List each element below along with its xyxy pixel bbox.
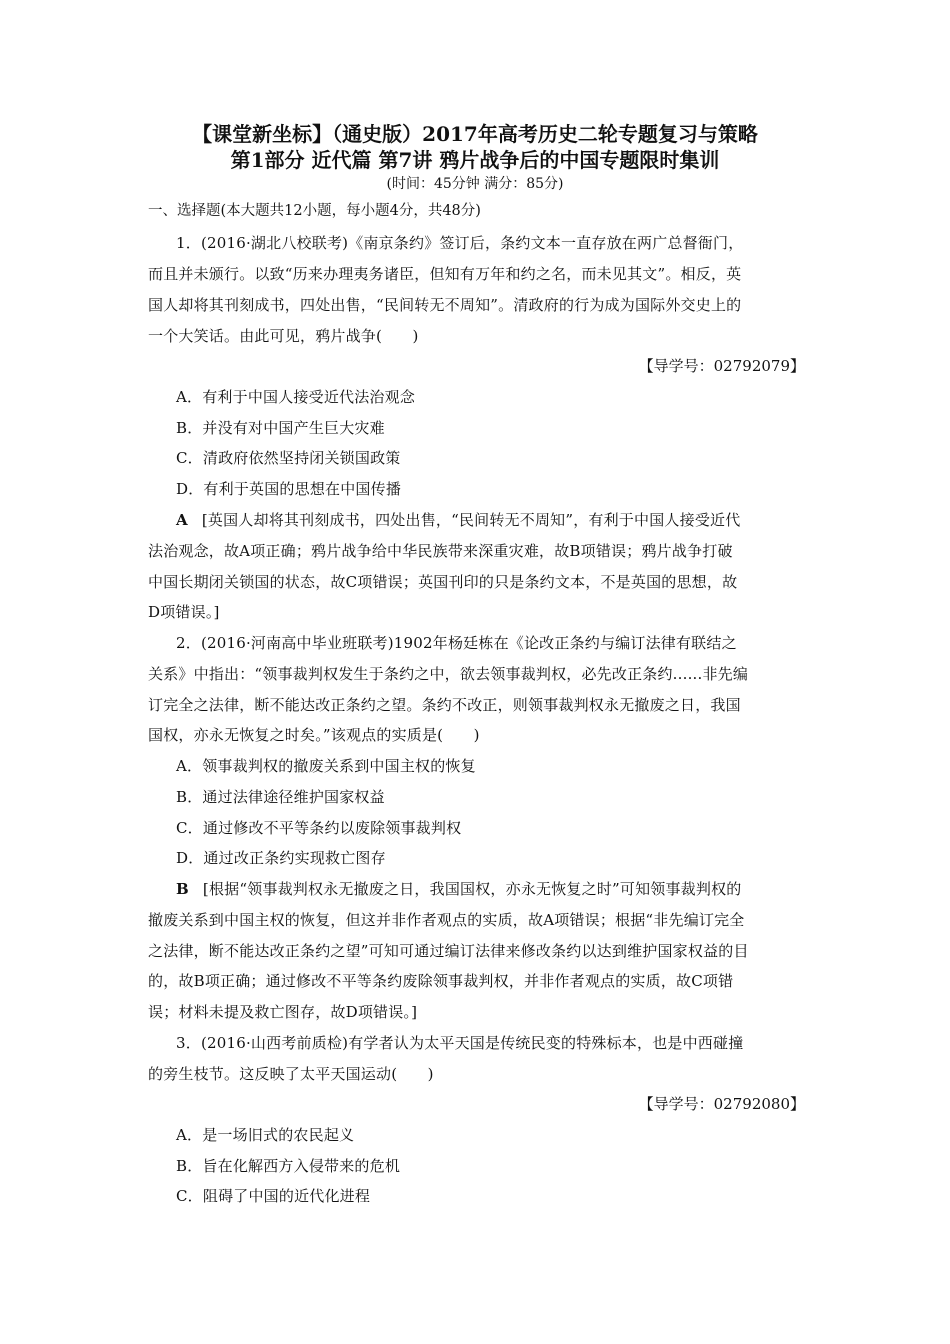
question-1-option-d: D．有利于英国的思想在中国传播 bbox=[176, 480, 402, 498]
question-1-explanation-line: D项错误。] bbox=[148, 603, 220, 621]
question-3-option-c: C．阻碍了中国的近代化进程 bbox=[176, 1187, 371, 1205]
question-1-stem-line: 1．(2016·湖北八校联考)《南京条约》签订后，条约文本一直存放在两广总督衙门， bbox=[176, 234, 744, 252]
question-2-stem-line: 订完全之法律，断不能达改正条约之望。条约不改正，则领事裁判权永无撤废之日，我国 bbox=[148, 696, 741, 714]
document-title-line-1: 【课堂新坐标】（通史版）2017年高考历史二轮专题复习与策略 bbox=[192, 122, 758, 146]
section-heading: 一、选择题(本大题共12小题，每小题4分，共48分) bbox=[148, 203, 481, 219]
question-2-option-a: A．领事裁判权的撤废关系到中国主权的恢复 bbox=[176, 757, 476, 775]
question-3-stem-line: 的旁生枝节。这反映了太平天国运动( ) bbox=[148, 1065, 434, 1083]
question-3-stem-line: 3．(2016·山西考前质检)有学者认为太平天国是传统民变的特殊标本，也是中西碰撞 bbox=[176, 1034, 744, 1052]
question-1-stem-line: 国人却将其刊刻成书，四处出售，“民间转无不周知”。清政府的行为成为国际外交史上的 bbox=[148, 296, 742, 314]
question-1-explanation-line: 中国长期闭关锁国的状态，故C项错误；英国刊印的只是条约文本，不是英国的思想，故 bbox=[148, 573, 738, 591]
question-2-explanation-line: 撤废关系到中国主权的恢复，但这并非作者观点的实质，故A项错误；根据“非先编订完全 bbox=[148, 911, 745, 929]
question-2-stem-line: 关系》中指出：“领事裁判权发生于条约之中，欲去领事裁判权，必先改正条约......非先编 bbox=[148, 665, 749, 683]
question-2-option-b: B．通过法律途径维护国家权益 bbox=[176, 788, 385, 806]
document-title-line-2: 第1部分 近代篇 第7讲 鸦片战争后的中国专题限时集训 bbox=[230, 148, 720, 172]
question-1-explanation-text: [英国人却将其刊刻成书，四处出售，“民间转无不周知”，有利于中国人接受近代 bbox=[201, 511, 741, 529]
question-2-explanation-text: [根据“领事裁判权永无撤废之日，我国国权，亦永无恢复之时”可知领事裁判权的 bbox=[202, 880, 742, 898]
question-3-option-a: A．是一场旧式的农民起义 bbox=[176, 1126, 355, 1144]
question-1-answer: A bbox=[176, 511, 188, 529]
question-2-explanation-line: 误；材料未提及救亡图存，故D项错误。] bbox=[148, 1003, 418, 1021]
question-3-guide-number: 【导学号：02792080】 bbox=[638, 1095, 805, 1113]
question-1-guide-number: 【导学号：02792079】 bbox=[638, 357, 805, 375]
question-1-stem-line: 而且并未颁行。以致“历来办理夷务诸臣，但知有万年和约之名，而未见其文”。相反，英 bbox=[148, 265, 742, 283]
question-3-option-b: B．旨在化解西方入侵带来的危机 bbox=[176, 1157, 401, 1175]
exam-meta: (时间：45分钟 满分：85分) bbox=[386, 176, 564, 192]
question-2-explanation-line: 之法律，断不能达改正条约之望”可知可通过编订法律来修改条约以达到维护国家权益的目 bbox=[148, 942, 749, 960]
question-1-explanation-line: 法治观念，故A项正确；鸦片战争给中华民族带来深重灾难，故B项错误；鸦片战争打破 bbox=[148, 542, 733, 560]
question-1-stem-line: 一个大笑话。由此可见，鸦片战争( ) bbox=[148, 327, 419, 345]
question-2-stem-line: 国权，亦永无恢复之时矣。”该观点的实质是( ) bbox=[148, 726, 480, 744]
question-2-stem-line: 2．(2016·河南高中毕业班联考)1902年杨廷栋在《论改正条约与编订法律有联结之 bbox=[176, 634, 737, 652]
question-2-option-d: D．通过改正条约实现救亡图存 bbox=[176, 849, 386, 867]
question-1-option-a: A．有利于中国人接受近代法治观念 bbox=[176, 388, 416, 406]
question-2-option-c: C．通过修改不平等条约以废除领事裁判权 bbox=[176, 819, 462, 837]
question-2-explanation-line bbox=[176, 878, 741, 900]
question-2-explanation-line: 的，故B项正确；通过修改不平等条约废除领事裁判权，并非作者观点的实质，故C项错 bbox=[148, 972, 734, 990]
question-2-answer: B bbox=[176, 880, 189, 898]
question-1-explanation-line bbox=[176, 509, 740, 531]
question-1-option-b: B．并没有对中国产生巨大灾难 bbox=[176, 419, 385, 437]
question-1-option-c: C．清政府依然坚持闭关锁国政策 bbox=[176, 449, 401, 467]
